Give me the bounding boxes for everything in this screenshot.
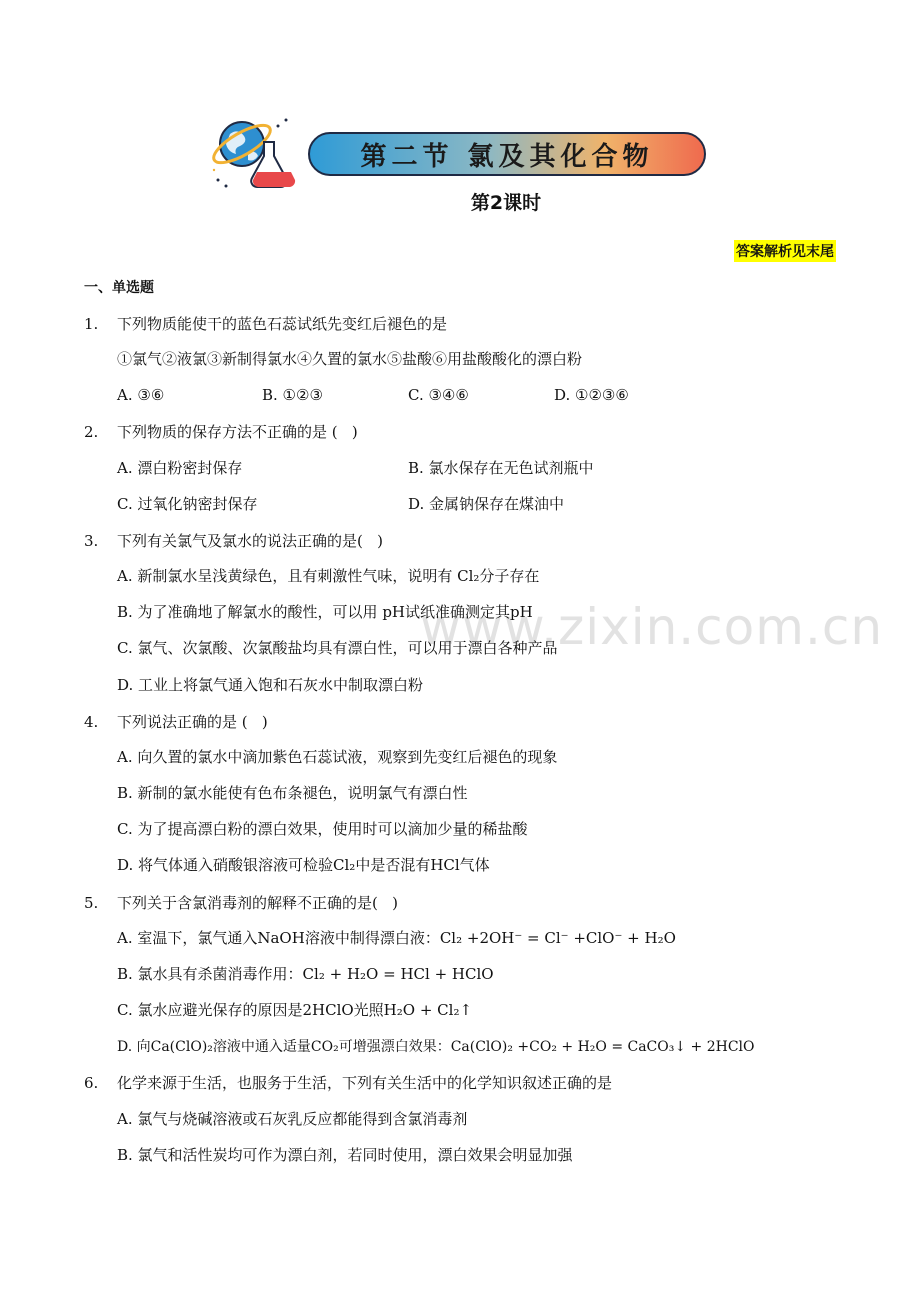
option-a: A. 漂白粉密封保存 xyxy=(117,459,243,477)
question-number: 1. xyxy=(84,315,99,333)
question-stem: 化学来源于生活，也服务于生活，下列有关生活中的化学知识叙述正确的是 xyxy=(117,1074,613,1092)
option-d: D. 将气体通入硝酸银溶液可检验Cl₂中是否混有HCl气体 xyxy=(117,856,490,874)
option-b: B. 为了准确地了解氯水的酸性，可以用 pH试纸准确测定其pH xyxy=(117,603,533,621)
chapter-title: 第二节 氯及其化合物 xyxy=(360,141,654,172)
option-c: C. 为了提高漂白粉的漂白效果，使用时可以滴加少量的稀盐酸 xyxy=(117,820,528,838)
option-a: A. ③⑥ xyxy=(117,386,165,404)
question-stem: 下列说法正确的是 ( ) xyxy=(117,713,268,731)
question-number: 6. xyxy=(84,1074,99,1092)
option-b: B. 氯水保存在无色试剂瓶中 xyxy=(408,459,594,477)
option-b: B. 氯气和活性炭均可作为漂白剂，若同时使用，漂白效果会明显加强 xyxy=(117,1146,573,1164)
question-stem-line2: ①氯气②液氯③新制得氯水④久置的氯水⑤盐酸⑥用盐酸酸化的漂白粉 xyxy=(117,350,583,368)
option-a: A. 向久置的氯水中滴加紫色石蕊试液，观察到先变红后褪色的现象 xyxy=(117,748,558,766)
option-a: A. 新制氯水呈浅黄绿色，且有刺激性气味，说明有 Cl₂分子存在 xyxy=(117,567,540,585)
option-b: B. 氯水具有杀菌消毒作用：Cl₂ + H₂O = HCl + HClO xyxy=(117,965,494,983)
option-b: B. 新制的氯水能使有色布条褪色，说明氯气有漂白性 xyxy=(117,784,468,802)
option-c: C. 过氧化钠密封保存 xyxy=(117,495,258,513)
option-a: A. 氯气与烧碱溶液或石灰乳反应都能得到含氯消毒剂 xyxy=(117,1110,468,1128)
option-d: D. 向Ca(ClO)₂溶液中通入适量CO₂可增强漂白效果：Ca(ClO)₂ +CO₂ + H₂O = CaCO₃↓ + 2HClO xyxy=(117,1039,755,1055)
option-b: B. ①②③ xyxy=(262,386,323,404)
question-stem: 下列物质能使干的蓝色石蕊试纸先变红后褪色的是 xyxy=(117,315,448,333)
question-number: 4. xyxy=(84,713,99,731)
question-number: 2. xyxy=(84,423,99,441)
question-stem: 下列有关氯气及氯水的说法正确的是( ) xyxy=(117,532,384,550)
question-stem: 下列物质的保存方法不正确的是 ( ) xyxy=(117,423,358,441)
option-c: C. 氯气、次氯酸、次氯酸盐均具有漂白性，可以用于漂白各种产品 xyxy=(117,639,558,657)
question-stem: 下列关于含氯消毒剂的解释不正确的是( ) xyxy=(117,894,399,912)
option-d: D. ①②③⑥ xyxy=(554,386,629,404)
lesson-subtitle: 第2课时 xyxy=(470,192,542,214)
question-number: 5. xyxy=(84,894,99,912)
option-d: D. 金属钠保存在煤油中 xyxy=(408,495,565,513)
option-d: D. 工业上将氯气通入饱和石灰水中制取漂白粉 xyxy=(117,676,424,694)
watermark: www.zixin.com.cn xyxy=(420,598,884,656)
section-title: 一、单选题 xyxy=(84,280,154,296)
option-c: C. 氯水应避光保存的原因是2HClO光照H₂O + Cl₂↑ xyxy=(117,1001,473,1019)
option-c: C. ③④⑥ xyxy=(408,386,469,404)
globe-flask-logo-icon xyxy=(208,112,300,196)
option-a: A. 室温下，氯气通入NaOH溶液中制得漂白液：Cl₂ +2OH⁻ = Cl⁻ +ClO⁻ + H₂O xyxy=(117,929,676,947)
chapter-title-banner xyxy=(308,132,706,176)
question-number: 3. xyxy=(84,532,99,550)
answer-note-highlight: 答案解析见末尾 xyxy=(734,240,836,262)
